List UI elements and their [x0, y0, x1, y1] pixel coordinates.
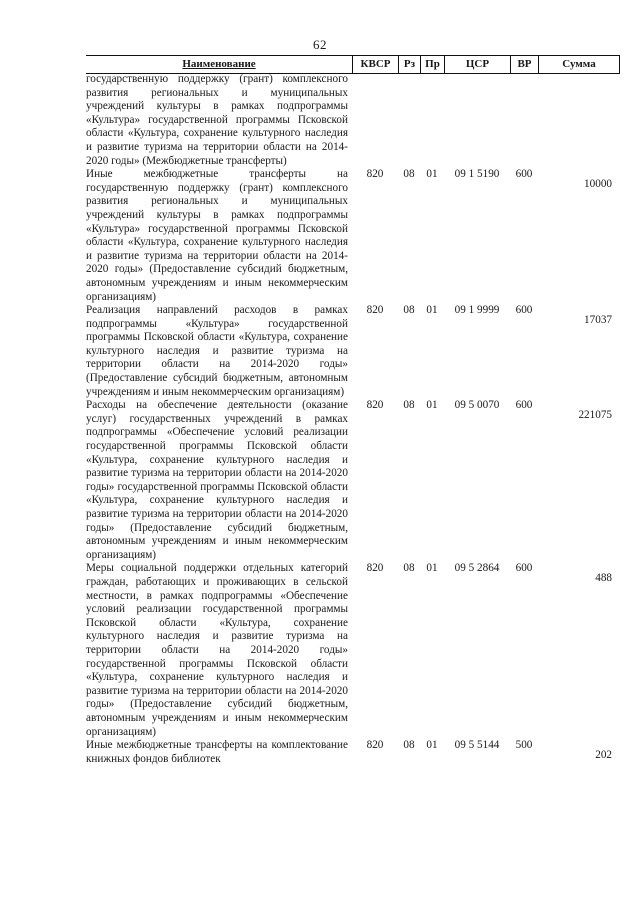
header-rz: Рз	[398, 56, 420, 74]
header-name: Наименование	[86, 56, 352, 74]
row-vr: 600	[515, 168, 533, 181]
row-pr: 01	[426, 304, 438, 317]
row-kvsr: 820	[366, 168, 384, 181]
row-pr: 01	[426, 739, 438, 752]
row-vr: 500	[515, 739, 533, 752]
row-kvsr: 820	[366, 399, 384, 412]
row-kvsr: 820	[366, 562, 384, 575]
row-name: Иные межбюджетные трансферты на государственную поддержку (грант) комплексного развития региональных и муниципальных учреждений культуры в рамках подпрограммы «Культура» государственной программы Псковской области «Культура, сохранение культурного наследия и развитие туризма на территории области на 2014-2020 годы» (Предоставление субсидий бюджетным, автономным учреждениям и иным некоммерческим организациям)	[86, 168, 348, 303]
row-csr: 09 1 5190	[454, 168, 500, 181]
row-name: Меры социальной поддержки отдельных категорий граждан, работающих и проживающих в сельской местности, в рамках подпрограммы «Обеспечение условий реализации государственной программы Псковской области «Культура, сохранение культурного наследия и развитие туризма на территории области на 2014-2020 годы» государственной программы Псковской области «Культура, сохранение культурного наследия и развитие туризма на территории области на 2014-2020 годы» (Предоставление субсидий бюджетным, автономным учреждениям и иным некоммерческим организациям)	[86, 562, 348, 738]
row-vr: 600	[515, 562, 533, 575]
row-rz: 08	[403, 304, 415, 317]
row-sum: 221075	[578, 409, 612, 422]
row-csr: 09 5 0070	[454, 399, 500, 412]
row-rz: 08	[403, 562, 415, 575]
row-pr: 01	[426, 562, 438, 575]
row-csr: 09 5 5144	[454, 739, 500, 752]
header-pr: Пр	[420, 56, 444, 74]
table-row	[86, 399, 620, 562]
row-csr: 09 1 9999	[454, 304, 500, 317]
table-row	[86, 73, 620, 168]
row-pr: 01	[426, 168, 438, 181]
table-row	[86, 304, 620, 399]
row-kvsr: 820	[366, 739, 384, 752]
row-pr: 01	[426, 399, 438, 412]
table-body	[86, 73, 620, 766]
table-row	[86, 168, 620, 304]
row-sum: 17037	[584, 314, 612, 327]
header-csr: ЦСР	[444, 56, 510, 74]
row-csr: 09 5 2864	[454, 562, 500, 575]
row-name: государственную поддержку (грант) комплексного развития региональных и муниципальных учреждений культуры в рамках подпрограммы «Культура» государственной программы Псковской области «Культура, сохранение культурного наследия и развитие туризма на территории области на 2014-2020 годы» (Межбюджетные трансферты)	[86, 73, 348, 167]
table-header	[86, 56, 620, 74]
row-name: Иные межбюджетные трансферты на комплектование книжных фондов библиотек	[86, 739, 348, 765]
row-sum: 488	[595, 572, 612, 585]
header-vr: ВР	[510, 56, 538, 74]
row-vr: 600	[515, 304, 533, 317]
row-sum: 10000	[584, 178, 612, 191]
header-kvsr: КВСР	[352, 56, 398, 74]
row-vr: 600	[515, 399, 533, 412]
table-row	[86, 739, 620, 766]
page-number: 62	[313, 37, 327, 52]
row-kvsr: 820	[366, 304, 384, 317]
table-row	[86, 562, 620, 739]
row-rz: 08	[403, 168, 415, 181]
row-name: Расходы на обеспечение деятельности (оказание услуг) государственных учреждений в рамках подпрограммы «Обеспечение условий реализации государственной программы Псковской области «Культура, сохранение культурного наследия и развитие туризма на территории области на 2014-2020 годы» государственной программы Псковской области «Культура, сохранение культурного наследия и развитие туризма на территории области на 2014-2020 годы» (Предоставление субсидий бюджетным, автономным учреждениям и иным некоммерческим организациям)	[86, 399, 348, 561]
header-sum: Сумма	[538, 56, 620, 74]
row-rz: 08	[403, 399, 415, 412]
row-name: Реализация направлений расходов в рамках подпрограммы «Культура» государственной программы Псковской области «Культура, сохранение культурного наследия и развитие туризма на территории области на 2014-2020 годы» (Предоставление субсидий бюджетным, автономным учреждениям и иным некоммерческим организациям)	[86, 304, 348, 398]
row-sum: 202	[595, 749, 612, 762]
row-rz: 08	[403, 739, 415, 752]
